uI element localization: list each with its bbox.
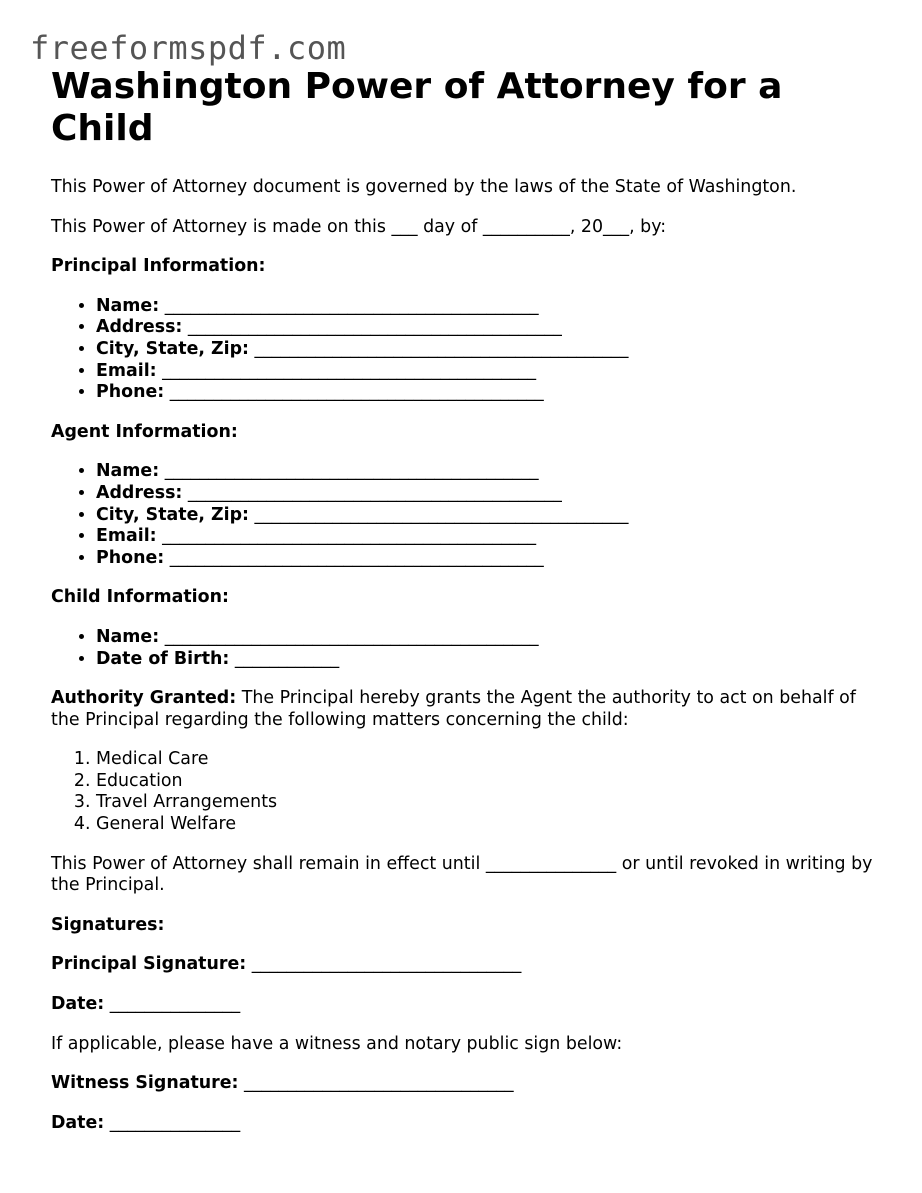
made-on-line: This Power of Attorney is made on this ___ day of __________, 20___, by:: [51, 216, 667, 237]
field-blank[interactable]: ___________________________________________: [164, 295, 539, 316]
authority-item: 4. General Welfare: [96, 814, 881, 836]
field-label: Address:: [96, 482, 183, 503]
witness-signature-line: [51, 1073, 881, 1095]
witness-note: If applicable, please have a witness and notary public sign below:: [51, 1033, 623, 1054]
date-label: Date:: [51, 1112, 105, 1133]
agent-heading: Agent Information:: [51, 421, 238, 442]
principal-signature-line: [51, 954, 881, 976]
principal-name-field: [96, 296, 881, 318]
effect-paragraph: This Power of Attorney shall remain in effect until _______________ or until revoked in writing by the Principal.: [51, 853, 873, 896]
authority-list: [51, 749, 881, 835]
witness-date-line: [51, 1113, 881, 1135]
agent-name-field: [96, 461, 881, 483]
witness-signature-label: Witness Signature:: [51, 1073, 239, 1094]
agent-fields-list: [51, 461, 881, 569]
field-label: Email:: [96, 526, 157, 547]
witness-signature-blank[interactable]: _______________________________: [244, 1073, 514, 1094]
field-label: Name:: [96, 626, 160, 647]
date-blank[interactable]: _______________: [109, 994, 241, 1015]
principal-fields-list: [51, 296, 881, 404]
date-blank[interactable]: _______________: [109, 1112, 241, 1133]
field-label: City, State, Zip:: [96, 504, 249, 525]
field-blank[interactable]: ___________________________________________: [169, 382, 544, 403]
child-name-field: [96, 627, 881, 649]
document-title: Washington Power of Attorney for a Child: [51, 66, 783, 149]
field-blank[interactable]: ___________________________________________: [254, 338, 629, 359]
date-label: Date:: [51, 994, 105, 1015]
site-watermark: freeformspdf.com: [30, 29, 347, 67]
principal-signature-blank[interactable]: _______________________________: [251, 954, 522, 975]
principal-email-field: [96, 361, 881, 383]
signatures-heading: Signatures:: [51, 914, 165, 935]
agent-email-field: [96, 526, 881, 548]
field-label: Name:: [96, 461, 160, 482]
field-label: Date of Birth:: [96, 648, 230, 669]
field-blank[interactable]: ___________________________________________: [162, 526, 537, 547]
field-blank[interactable]: ___________________________________________: [187, 482, 562, 503]
authority-text: The Principal hereby grants the Agent the authority to act on behalf of the Principal regarding the following matters concerning the child:: [51, 688, 856, 730]
authority-item: 1. Medical Care: [96, 749, 881, 771]
authority-label: Authority Granted:: [51, 688, 237, 709]
intro-paragraph: This Power of Attorney document is governed by the laws of the State of Washington.: [51, 177, 797, 197]
field-blank[interactable]: ____________: [234, 648, 340, 669]
document-page: [51, 66, 881, 1134]
authority-item: 2. Education: [96, 771, 881, 793]
field-blank[interactable]: ___________________________________________: [164, 626, 539, 647]
field-label: Name:: [96, 295, 160, 316]
authority-item: 3. Travel Arrangements: [96, 792, 881, 814]
authority-paragraph: [51, 688, 881, 731]
field-label: Phone:: [96, 382, 165, 403]
principal-phone-field: [96, 382, 881, 404]
child-dob-field: [96, 649, 881, 671]
agent-address-field: [96, 483, 881, 505]
agent-phone-field: [96, 548, 881, 570]
field-blank[interactable]: ___________________________________________: [164, 461, 539, 482]
field-blank[interactable]: ___________________________________________: [169, 547, 544, 568]
field-label: Phone:: [96, 547, 165, 568]
child-fields-list: [51, 627, 881, 670]
field-label: City, State, Zip:: [96, 338, 249, 359]
principal-date-line: [51, 994, 881, 1016]
principal-address-field: [96, 317, 881, 339]
field-label: Address:: [96, 317, 183, 338]
principal-city-state-zip-field: [96, 339, 881, 361]
field-label: Email:: [96, 360, 157, 381]
principal-signature-label: Principal Signature:: [51, 954, 247, 975]
agent-city-state-zip-field: [96, 505, 881, 527]
field-blank[interactable]: ___________________________________________: [254, 504, 629, 525]
child-heading: Child Information:: [51, 587, 229, 608]
field-blank[interactable]: ___________________________________________: [162, 360, 537, 381]
field-blank[interactable]: ___________________________________________: [187, 317, 562, 338]
principal-heading: Principal Information:: [51, 256, 266, 277]
